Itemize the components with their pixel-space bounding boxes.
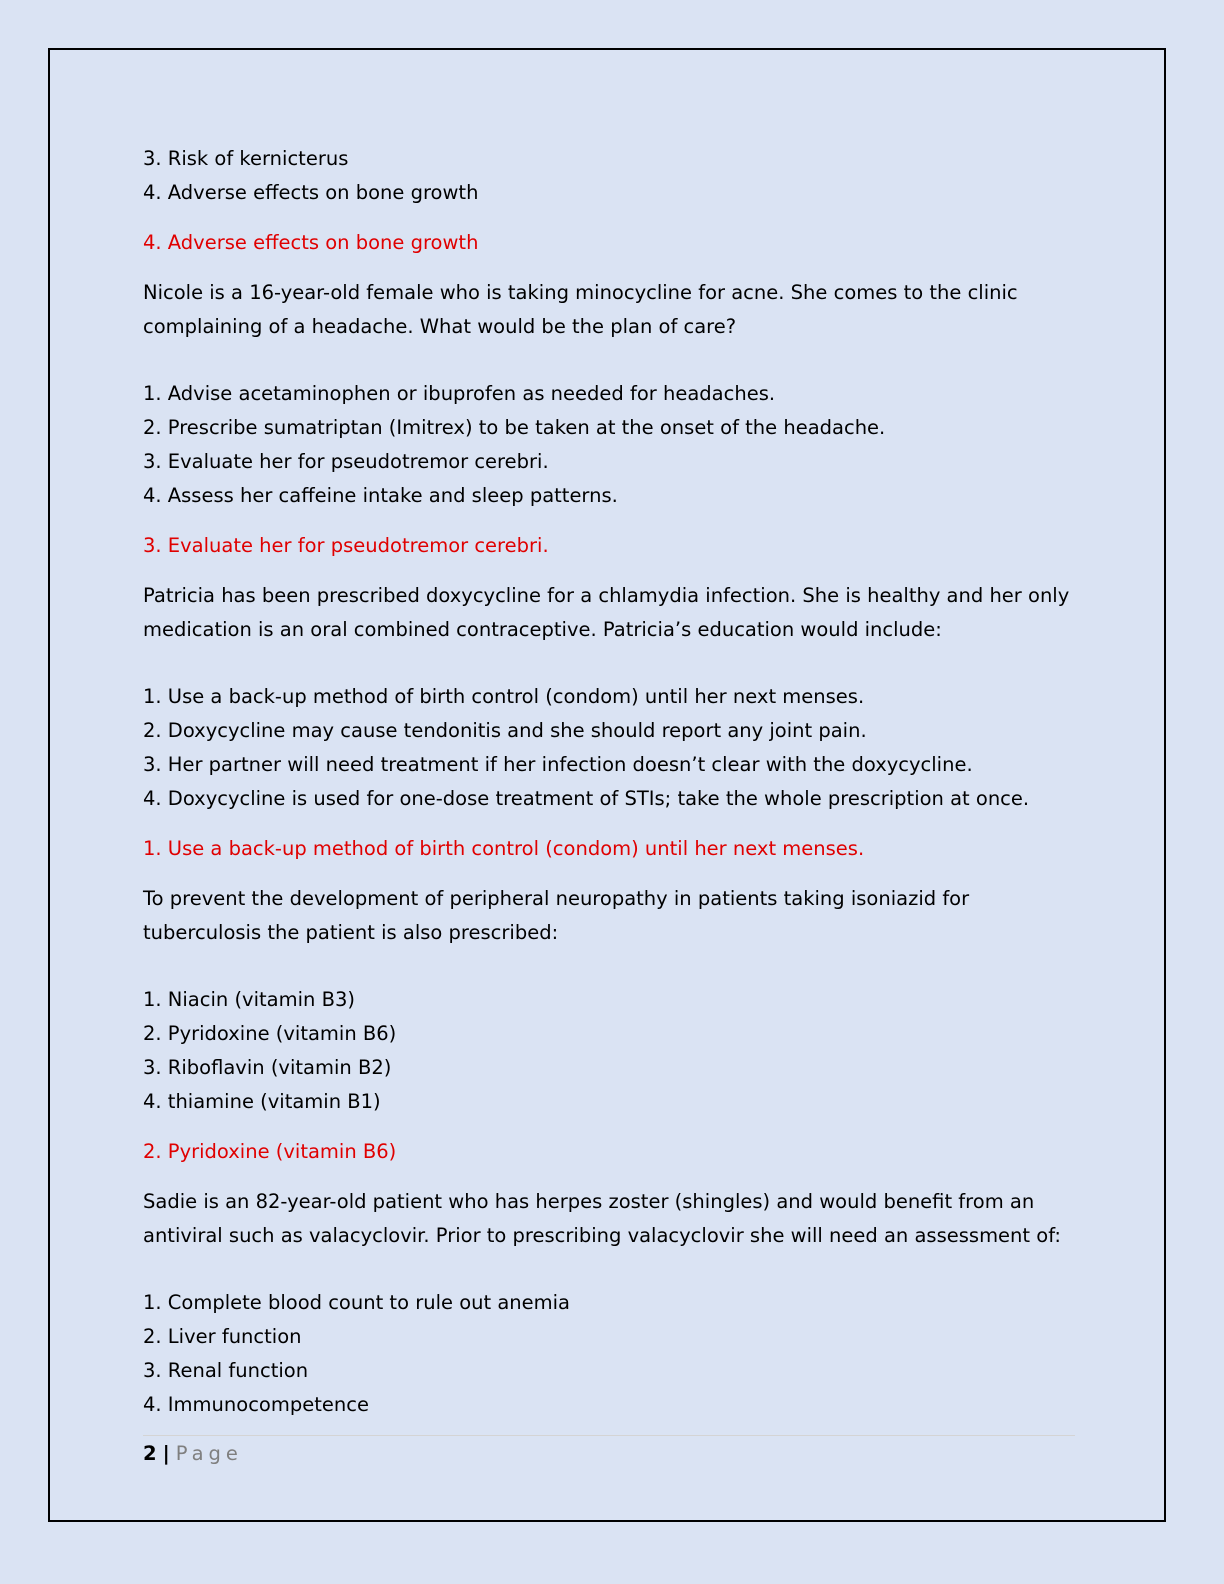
q2-options (143, 377, 1078, 513)
q2-option-2: 2. Prescribe sumatriptan (Imitrex) to be taken at the onset of the headache. (143, 416, 886, 439)
q1-options (143, 142, 1078, 210)
q2-question-line-1: Nicole is a 16-year-old female who is taking minocycline for acne. She comes to the clinic (143, 281, 1018, 304)
q4-question-line-2: tuberculosis the patient is also prescribed: (143, 921, 559, 944)
q3-question-line-1: Patricia has been prescribed doxycycline for a chlamydia infection. She is healthy and her only (143, 584, 1070, 607)
q5-question (143, 1185, 1078, 1253)
q4-option-4: 4. thiamine (vitamin B1) (143, 1090, 381, 1113)
q4-options (143, 983, 1078, 1119)
q3-option-1: 1. Use a back-up method of birth control (condom) until her next menses. (143, 685, 865, 708)
page-label: Page (175, 1442, 243, 1465)
q5-option-4: 4. Immunocompetence (143, 1393, 369, 1416)
q3-options (143, 680, 1078, 816)
q5-option-2: 2. Liver function (143, 1325, 302, 1348)
q4-option-2: 2. Pyridoxine (vitamin B6) (143, 1022, 397, 1045)
q2-option-4: 4. Assess her caffeine intake and sleep patterns. (143, 484, 618, 507)
q2-option-3: 3. Evaluate her for pseudotremor cerebri. (143, 450, 549, 473)
q2-question (143, 276, 1078, 344)
q1-option-4: 4. Adverse effects on bone growth (143, 181, 479, 204)
q3-question-line-2: medication is an oral combined contraceptive. Patricia’s education would include: (143, 618, 942, 641)
q5-question-line-2: antiviral such as valacyclovir. Prior to prescribing valacyclovir she will need an assessment of: (143, 1224, 1061, 1247)
q3-option-4: 4. Doxycycline is used for one-dose treatment of STIs; take the whole prescription at once. (143, 787, 1030, 810)
page-footer (143, 1440, 243, 1468)
q5-options (143, 1286, 1078, 1422)
footer-divider (143, 1435, 1075, 1436)
q3-question (143, 579, 1078, 647)
q2-question-line-2: complaining of a headache. What would be the plan of care? (143, 315, 737, 338)
footer-separator: | (162, 1442, 170, 1465)
q3-option-2: 2. Doxycycline may cause tendonitis and she should report any joint pain. (143, 719, 867, 742)
q1-option-3: 3. Risk of kernicterus (143, 147, 349, 170)
q4-option-1: 1. Niacin (vitamin B3) (143, 988, 355, 1011)
q2-option-1: 1. Advise acetaminophen or ibuprofen as needed for headaches. (143, 382, 776, 405)
q4-question (143, 882, 1078, 950)
q5-option-1: 1. Complete blood count to rule out anemia (143, 1291, 570, 1314)
q5-question-line-1: Sadie is an 82-year-old patient who has herpes zoster (shingles) and would benefit from an (143, 1190, 1035, 1213)
q3-option-3: 3. Her partner will need treatment if her infection doesn’t clear with the doxycycline. (143, 753, 973, 776)
q4-answer: 2. Pyridoxine (vitamin B6) (143, 1140, 397, 1163)
document-body (143, 142, 1078, 1422)
q4-question-line-1: To prevent the development of peripheral neuropathy in patients taking isoniazid for (143, 887, 970, 910)
q4-option-3: 3. Riboflavin (vitamin B2) (143, 1056, 392, 1079)
q3-answer: 1. Use a back-up method of birth control (condom) until her next menses. (143, 837, 865, 860)
page-number: 2 (143, 1442, 157, 1465)
q2-answer: 3. Evaluate her for pseudotremor cerebri. (143, 534, 549, 557)
q5-option-3: 3. Renal function (143, 1359, 309, 1382)
q1-answer: 4. Adverse effects on bone growth (143, 231, 479, 254)
